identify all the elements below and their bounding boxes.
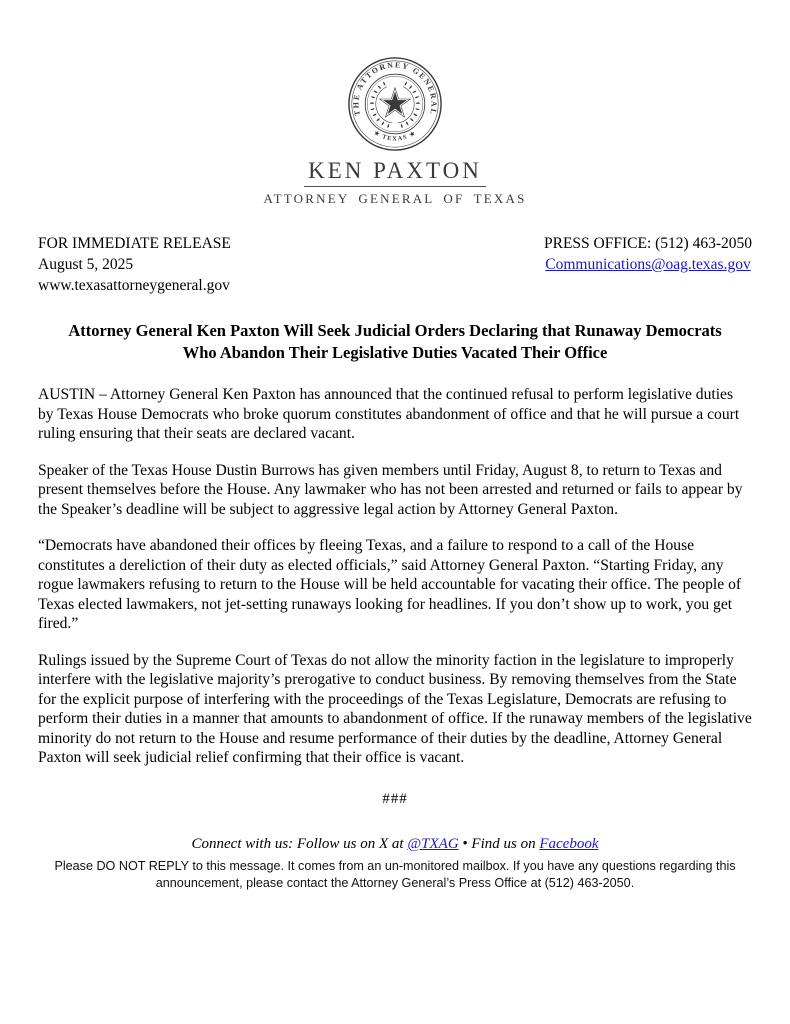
- press-office-phone: PRESS OFFICE: (512) 463-2050: [544, 235, 752, 252]
- paragraph-1: AUSTIN – Attorney General Ken Paxton has announced that the continued refusal to perform legislative duties by Texas House Democrats who broke quorum constitutes abandonment of office and that he will pursue a court ruling ensuring that their seats are declared vacant.: [38, 386, 740, 442]
- paragraph-3: “Democrats have abandoned their offices by fleeing Texas, and a failure to respond to a call of the House constitutes a dereliction of their duty as elected officials,” said Attorney General Paxton. “Starting Friday, any rogue lawmakers refusing to return to the House will be held accountable for vacating their office. The people of Texas elected lawmakers, not jet-setting runaways looking for headlines. If you don’t show up to work, you get fired.”: [38, 537, 742, 632]
- do-not-reply-notice: Please DO NOT REPLY to this message. It comes from an un-monitored mailbox. If you have any questions regarding this announcement, please contact the Attorney General’s Press Office at (512) 463-2050.: [54, 858, 736, 890]
- release-info-row: [38, 233, 752, 296]
- release-line: FOR IMMEDIATE RELEASE: [38, 235, 231, 252]
- release-info-right: [544, 233, 752, 275]
- press-office-email-link[interactable]: Communications@oag.texas.gov: [545, 256, 751, 273]
- connect-middle-text: • Find us on: [458, 835, 540, 852]
- agency-head-name: KEN PAXTON: [304, 158, 486, 187]
- connect-line: [38, 836, 752, 853]
- paragraph-4: Rulings issued by the Supreme Court of Texas do not allow the minority faction in the legislature to improperly interfere with the legislative majority’s prerogative to conduct business. By removing themselves from the State for the explicit purpose of interfering with the proceedings of the Texas Legislature, Democrats are refusing to perform their duties in a manner that amounts to abandonment of office. If the runaway members of the legislative minority do not return to the House and resume performance of their duties by the deadline, Attorney General Paxton will seek judicial relief confirming that their office is vacant.: [38, 651, 752, 766]
- seal-top-text: THE ATTORNEY GENERAL: [351, 60, 439, 117]
- agency-subtitle: ATTORNEY GENERAL OF TEXAS: [263, 191, 527, 206]
- agency-website: www.texasattorneygeneral.gov: [38, 277, 230, 294]
- end-mark: ###: [382, 790, 408, 807]
- letterhead: [38, 56, 752, 207]
- connect-prefix-text: Connect with us: Follow us on X at: [191, 835, 408, 852]
- release-date: August 5, 2025: [38, 256, 134, 273]
- press-release-title: Attorney General Ken Paxton Will Seek Judicial Orders Declaring that Runaway Democrats Who Abandon Their Legislative Duties Vacated Their Office: [68, 321, 722, 362]
- x-txag-link[interactable]: @TXAG: [407, 835, 459, 852]
- facebook-link[interactable]: Facebook: [539, 835, 599, 852]
- paragraph-2: Speaker of the Texas House Dustin Burrows has given members until Friday, August 8, to return to Texas and present themselves before the House. Any lawmaker who has not been arrested and returned or fails to appear by the Speaker’s deadline will be subject to aggressive legal action by Attorney General Paxton.: [38, 461, 743, 518]
- star-icon: [380, 88, 411, 117]
- press-release-body: [38, 385, 752, 768]
- svg-text:★ TEXAS ★: [372, 129, 418, 143]
- texas-attorney-general-seal-icon: [347, 56, 443, 152]
- release-info-left: [38, 233, 231, 296]
- seal-bottom-text: ★ TEXAS ★: [372, 129, 418, 143]
